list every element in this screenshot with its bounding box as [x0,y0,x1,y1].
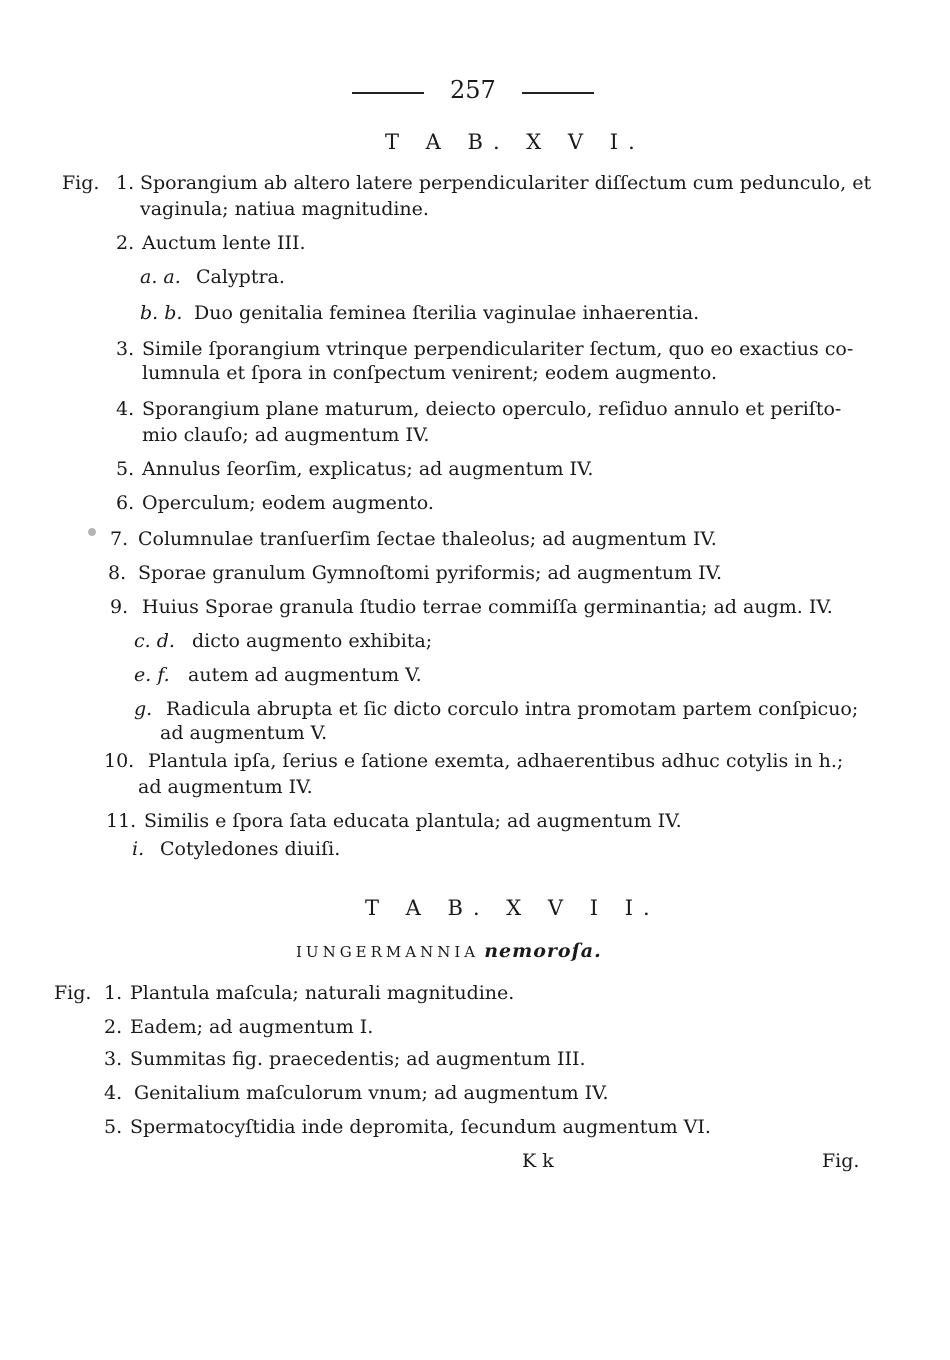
tab16-item-aa-num: a. a. [140,266,181,288]
tab17-item-2-num: 2. [104,1016,123,1038]
tab16-item-5-line-1: Annulus ſeorſim, explicatus; ad augmentum IV. [142,458,594,480]
tab16-item-bb-num: b. b. [140,302,183,324]
tab16-item-g-num: g. [134,698,153,720]
catchword: Fig. [822,1150,860,1172]
tab17-item-4-line-1: Genitalium maſculorum vnum; ad augmentum IV. [134,1082,609,1104]
tab17-genus: IUNGERMANNIA [296,943,480,961]
tab17-item-5-num: 5. [104,1116,123,1138]
tab16-item-3-line-2: lumnula et ſpora in conſpectum venirent; eodem augmento. [142,362,718,384]
tab17-item-2-line-1: Eadem; ad augmentum I. [130,1016,374,1038]
tab16-item-i-line-1: Cotyledones diuiſi. [160,838,341,860]
tab16-item-2-line-1: Auctum lente III. [142,232,306,254]
header-rule-right [522,92,594,94]
tab17-species-heading [296,940,602,962]
tab16-item-ef-num: e. f. [134,664,170,686]
tab16-item-2-num: 2. [116,232,135,254]
tab16-item-g-line-2: ad augmentum V. [160,722,328,744]
tab16-item-aa-line-1: Calyptra. [196,266,285,288]
tab16-fig-label: Fig. [62,172,100,194]
tab16-item-i-num: i. [132,838,145,860]
tab16-item-4-num: 4. [116,398,135,420]
tab17-fig-label: Fig. [54,982,92,1004]
tab17-item-3-num: 3. [104,1048,123,1070]
signature-mark: K k [522,1150,554,1172]
tab16-item-4-line-2: mio clauſo; ad augmentum IV. [142,424,430,446]
tab16-item-1-num: 1. [116,172,135,194]
tab17-species: nemoroſa. [484,940,602,962]
tab16-item-1-line-2: vaginula; natiua magnitudine. [140,198,429,220]
tab16-heading: T A B. X V I. [385,130,645,154]
tab16-item-3-line-1: Simile ſporangium vtrinque perpendiculariter ſectum, quo eo exactius co- [142,338,854,360]
tab16-item-3-num: 3. [116,338,135,360]
tab16-item-7-line-1: Columnulae tranſuerſim ſectae thaleolus; ad augmentum IV. [138,528,717,550]
tab16-item-9-num: 9. [110,596,129,618]
tab16-item-10-num: 10. [104,750,135,772]
tab16-item-5-num: 5. [116,458,135,480]
tab16-item-4-line-1: Sporangium plane maturum, deiecto operculo, reſiduo annulo et periſto- [142,398,842,420]
tab16-item-6-line-1: Operculum; eodem augmento. [142,492,434,514]
tab16-item-cd-line-1: dicto augmento exhibita; [192,630,433,652]
tab16-item-7-num: 7. [110,528,129,550]
tab16-item-6-num: 6. [116,492,135,514]
tab17-item-3-line-1: Summitas fig. praecedentis; ad augmentum III. [130,1048,586,1070]
tab16-item-8-num: 8. [108,562,127,584]
tab17-item-1-line-1: Plantula maſcula; naturali magnitudine. [130,982,515,1004]
tab16-item-10-line-2: ad augmentum IV. [138,776,313,798]
tab16-item-11-line-1: Similis e ſpora ſata educata plantula; ad augmentum IV. [144,810,682,832]
tab17-heading: T A B. X V I I. [365,896,660,920]
ink-spot [88,528,96,536]
tab16-item-9-line-1: Huius Sporae granula ſtudio terrae commiſſa germinantia; ad augm. IV. [142,596,833,618]
tab16-item-1-line-1: Sporangium ab altero latere perpendiculariter diſſectum cum pedunculo, et [140,172,872,194]
tab16-item-11-num: 11. [106,810,137,832]
tab16-item-g-line-1: Radicula abrupta et ſic dicto corculo intra promotam partem conſpicuo; [166,698,859,720]
tab17-item-5-line-1: Spermatocyſtidia inde depromita, ſecundum augmentum VI. [130,1116,711,1138]
tab16-item-bb-line-1: Duo genitalia feminea ſterilia vaginulae inhaerentia. [194,302,700,324]
tab16-item-8-line-1: Sporae granulum Gymnoſtomi pyriformis; ad augmentum IV. [138,562,723,584]
tab16-item-cd-num: c. d. [134,630,175,652]
tab16-item-10-line-1: Plantula ipſa, ſerius e ſatione exemta, adhaerentibus adhuc cotylis in h.; [148,750,844,772]
header-rule-left [352,92,424,94]
page-number: 257 [450,76,496,104]
tab17-item-4-num: 4. [104,1082,123,1104]
tab17-item-1-num: 1. [104,982,123,1004]
tab16-item-ef-line-1: autem ad augmentum V. [188,664,422,686]
